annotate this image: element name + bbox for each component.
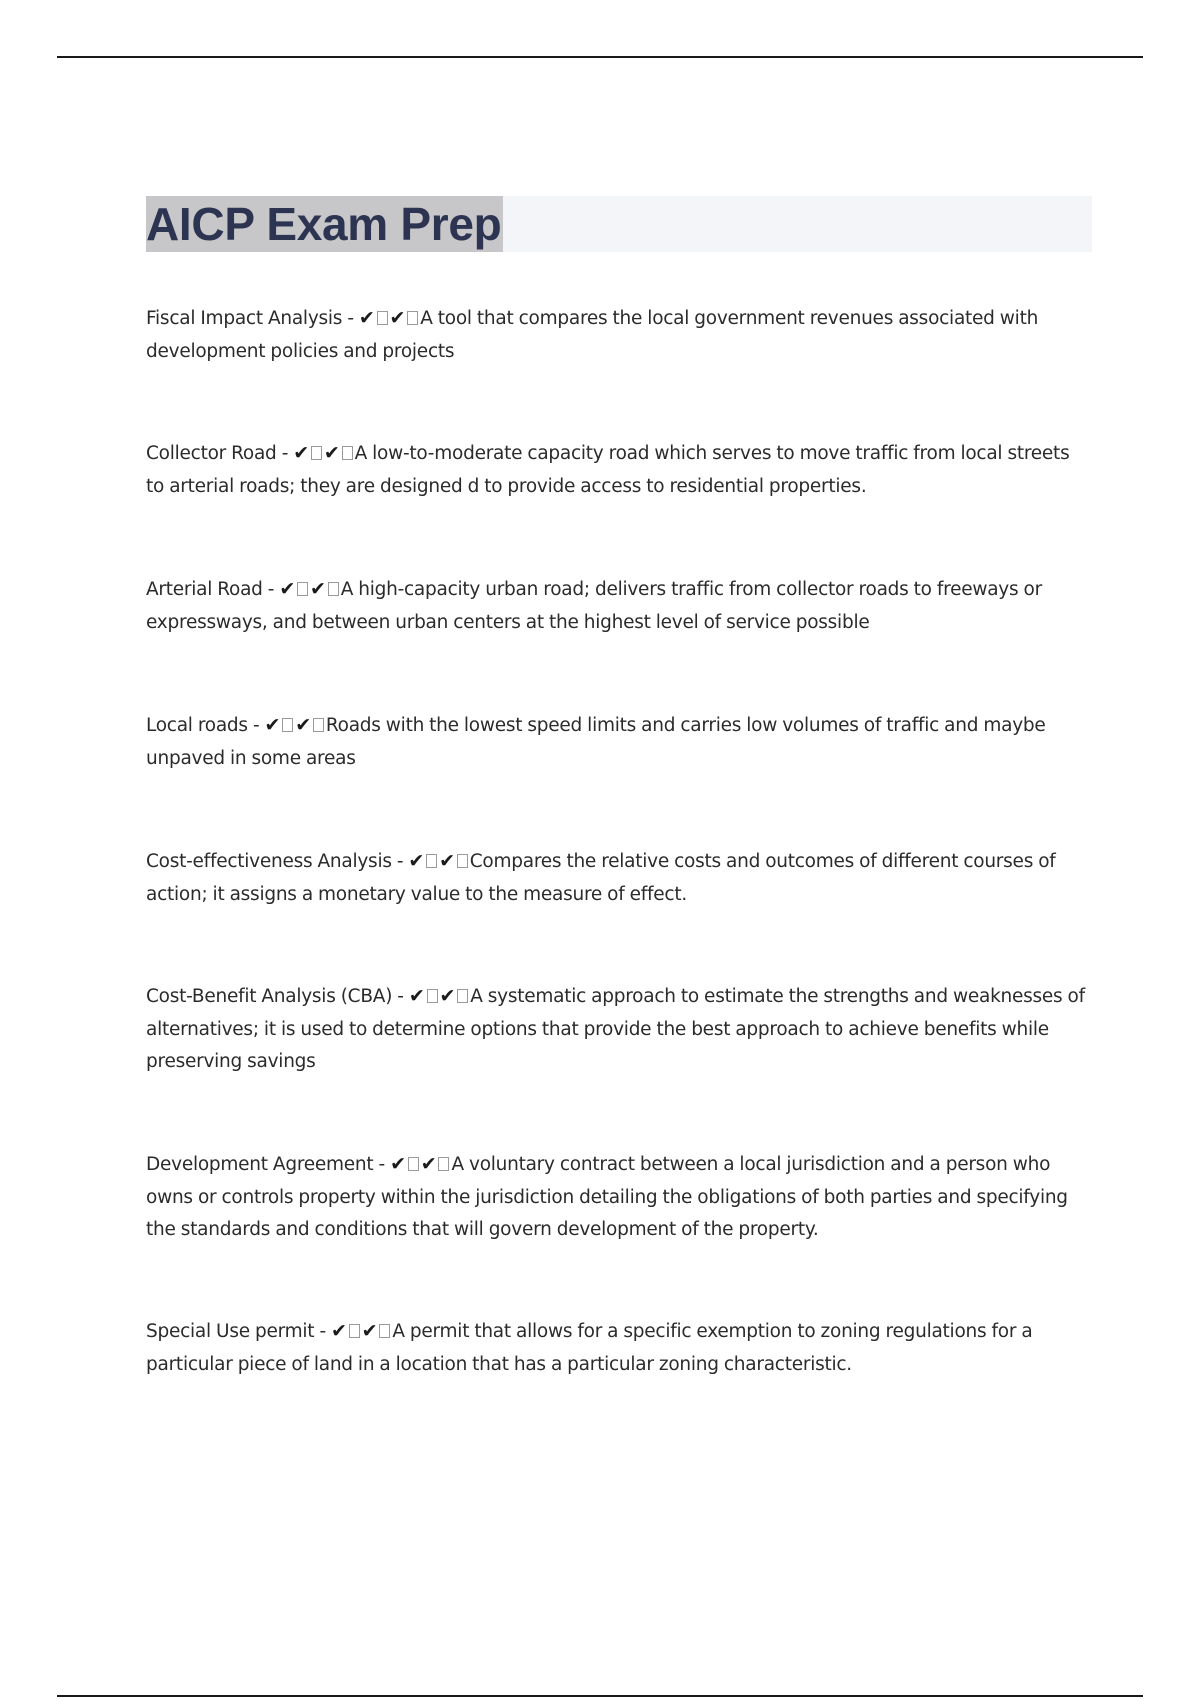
checkbox-glyph-icon (408, 1157, 419, 1171)
check-mark-icon: ✔ (408, 850, 425, 872)
entry-definition: Roads with the lowest speed limits and carries low volumes of traffic and maybe unpaved in some areas (146, 715, 1046, 769)
check-mark-icon: ✔ (279, 578, 296, 600)
checkbox-glyph-icon (282, 718, 293, 732)
entry-definition: A permit that allows for a specific exemption to zoning regulations for a particular piece of land in a location that has a particular zoning characteristic. (146, 1321, 1033, 1375)
entry-definition: A tool that compares the local government revenues associated with development policies and projects (146, 308, 1039, 362)
bottom-rule (57, 1695, 1143, 1697)
list-item (146, 980, 1086, 1079)
list-item (146, 1148, 1086, 1247)
checkbox-glyph-icon (349, 1324, 360, 1338)
check-mark-icon: ✔ (293, 442, 309, 464)
check-mark-icon: ✔ (439, 850, 455, 872)
entry-definition: A low-to-moderate capacity road which serves to move traffic from local streets to arterial roads; they are designed d to provide access to residential properties. (146, 443, 1070, 497)
checkbox-glyph-icon (427, 989, 438, 1003)
entry-separator: - (391, 851, 409, 872)
check-mark-icon: ✔ (390, 1153, 406, 1175)
check-mark-icon: ✔ (361, 1320, 378, 1342)
check-mark-icon: ✔ (323, 442, 340, 464)
checkbox-glyph-icon (328, 582, 339, 596)
checkbox-glyph-icon (313, 718, 324, 732)
list-item (146, 709, 1086, 775)
entry-term: Special Use permit (146, 1321, 315, 1342)
entry-definition: Compares the relative costs and outcomes of different courses of action; it assigns a monetary value to the measure of effect. (146, 851, 1056, 905)
checkbox-glyph-icon (377, 311, 388, 325)
entry-separator: - (392, 986, 409, 1007)
checkbox-glyph-icon (438, 1157, 449, 1171)
check-mark-icon: ✔ (310, 578, 326, 600)
list-item (146, 302, 1086, 368)
entry-definition: A systematic approach to estimate the strengths and weaknesses of alternatives; it is used to determine options that provide the best approach to achieve benefits while preserving savings (146, 986, 1085, 1072)
list-item (146, 437, 1086, 503)
entry-term: Collector Road (146, 443, 277, 464)
checkbox-glyph-icon (426, 854, 437, 868)
check-mark-icon: ✔ (408, 985, 425, 1007)
checkbox-glyph-icon (342, 446, 353, 460)
checkbox-glyph-icon (297, 582, 308, 596)
entry-separator: - (262, 579, 280, 600)
check-mark-icon: ✔ (439, 985, 456, 1007)
checkbox-glyph-icon (379, 1324, 390, 1338)
entry-term: Cost-Benefit Analysis (CBA) (146, 986, 393, 1007)
entry-separator: - (314, 1321, 331, 1342)
entry-separator: - (373, 1154, 391, 1175)
page-title: AICP Exam Prep (146, 198, 502, 250)
entry-term: Development Agreement (146, 1154, 374, 1175)
list-item (146, 1315, 1086, 1381)
top-rule (57, 56, 1143, 58)
check-mark-icon: ✔ (420, 1153, 437, 1175)
entry-term: Fiscal Impact Analysis (146, 308, 343, 329)
check-mark-icon: ✔ (389, 307, 406, 329)
entry-separator: - (247, 715, 265, 736)
check-mark-icon: ✔ (295, 714, 311, 736)
entry-separator: - (276, 443, 294, 464)
check-mark-icon: ✔ (264, 714, 281, 736)
checkbox-glyph-icon (407, 311, 418, 325)
checkbox-glyph-icon (457, 989, 468, 1003)
entry-definition: A voluntary contract between a local jurisdiction and a person who owns or controls property within the jurisdiction detailing the obligations of both parties and specifying the standards and conditions that will govern development of the property. (146, 1154, 1068, 1240)
entry-term: Local roads (146, 715, 248, 736)
checkbox-glyph-icon (457, 854, 468, 868)
entry-separator: - (342, 308, 359, 329)
check-mark-icon: ✔ (331, 1320, 347, 1342)
list-item (146, 845, 1086, 911)
checkbox-glyph-icon (311, 446, 322, 460)
check-mark-icon: ✔ (358, 307, 375, 329)
entry-term: Cost-effectiveness Analysis (146, 851, 392, 872)
list-item (146, 573, 1086, 639)
entry-definition: A high-capacity urban road; delivers traffic from collector roads to freeways or expressways, and between urban centers at the highest level of service possible (146, 579, 1042, 633)
entry-term: Arterial Road (146, 579, 263, 600)
